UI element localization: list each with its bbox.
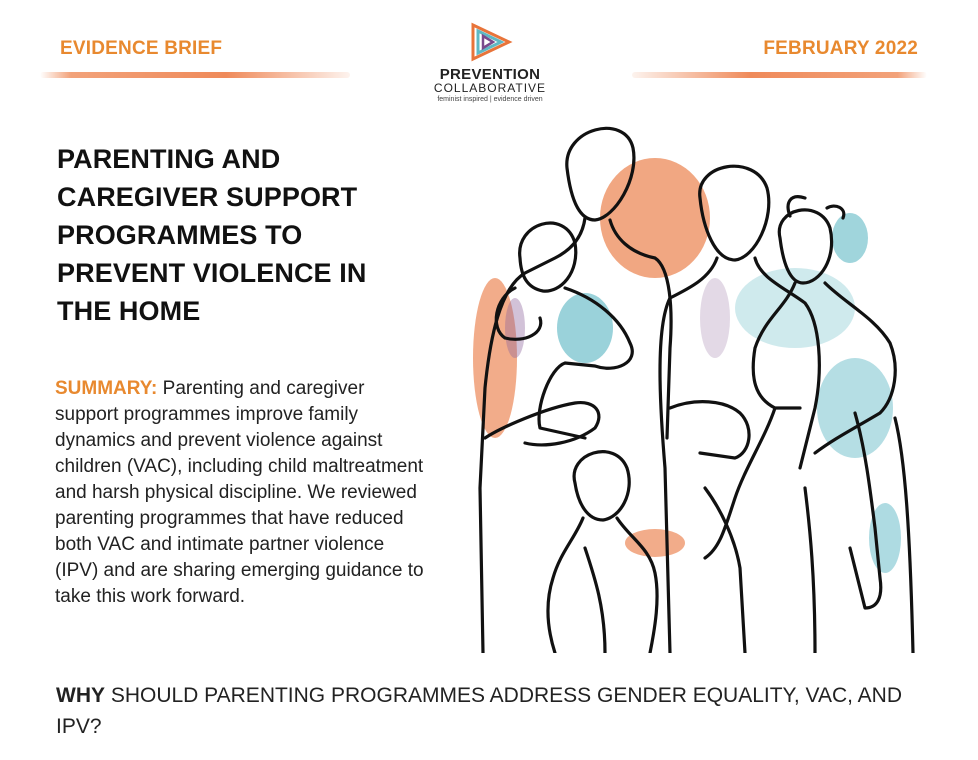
summary-label: SUMMARY: — [55, 378, 158, 399]
logo — [420, 22, 560, 103]
logo-tagline: feminist inspired | evidence driven — [437, 96, 543, 103]
summary-paragraph — [55, 376, 425, 610]
title-line: PROGRAMMES TO — [57, 220, 303, 250]
header-brush-left — [40, 72, 350, 78]
header-left-label: EVIDENCE BRIEF — [60, 38, 223, 59]
logo-title: PREVENTION — [439, 66, 541, 83]
color-washes — [473, 158, 901, 573]
logo-subtitle: COLLABORATIVE — [433, 81, 547, 95]
title-line: THE HOME — [57, 296, 201, 326]
summary-text: Parenting and caregiver support programmes improve family dynamics and prevent violence against children (VAC), including child maltreatment and harsh physical discipline. We reviewed parenting programmes that have reduced both VAC and intimate partner violence (IPV) and are sharing emerging guidance to take this work forward. — [55, 378, 424, 607]
title-line: CAREGIVER SUPPORT — [57, 182, 358, 212]
section-heading-bold: WHY — [56, 684, 105, 707]
family-line-illustration — [455, 108, 945, 653]
header-right-label: FEBRUARY 2022 — [763, 38, 918, 59]
page-title — [57, 140, 437, 330]
header-brush-right — [632, 72, 927, 78]
section-heading — [56, 680, 916, 742]
play-triangle-logo-icon — [467, 22, 513, 62]
section-heading-rest: SHOULD PARENTING PROGRAMMES ADDRESS GENDER EQUALITY, VAC, AND IPV? — [56, 684, 902, 738]
title-line: PARENTING AND — [57, 144, 281, 174]
title-line: PREVENT VIOLENCE IN — [57, 258, 367, 288]
